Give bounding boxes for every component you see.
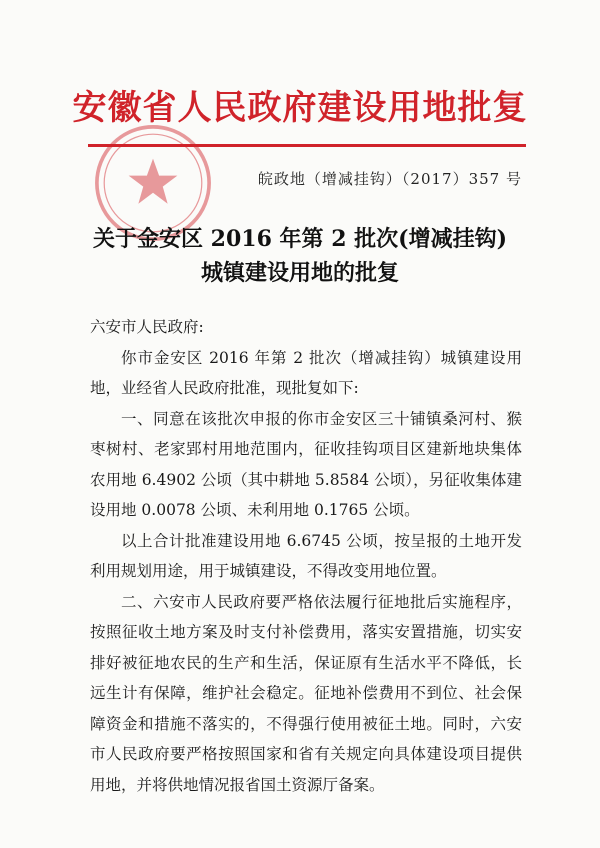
document-header: 安徽省人民政府建设用地批复: [72, 88, 528, 128]
document-title: [0, 222, 600, 290]
paragraph-4: 二、六安市人民政府要严格依法履行征地批后实施程序，按照征收土地方案及时支付补偿费用，落实安置措施，切实安排好被征地农民的生产和生活，保证原有生活水平不降低，长远生计有保障，维护社会稳定。征地补偿费用不到位、社会保障资金和措施不落实的，不得强行使用被征土地。同时，六安市人民政府要严格按照国家和省有关规定向具体建设项目提供用地，并将供地情况报省国土资源厅备案。: [90, 592, 522, 794]
title-line-2: 城镇建设用地的批复: [200, 260, 399, 286]
paragraph-3: 以上合计批准建设用地 6.6745 公顷，按呈报的土地开发利用规划用途，用于城镇建设，不得改变用地位置。: [90, 531, 522, 580]
document-body: [90, 312, 522, 800]
addressee: 六安市人民政府:: [90, 318, 204, 336]
title-line-1: 关于金安区 2016 年第 2 批次(增减挂钩): [93, 226, 507, 252]
document-number: 皖政地（增减挂钩）（2017）357 号: [257, 170, 522, 188]
paragraph-1: 你市金安区 2016 年第 2 批次（增减挂钩）城镇建设用地，业经省人民政府批准，现批复如下:: [90, 348, 522, 397]
paragraph-2: 一、同意在该批次申报的你市金安区三十铺镇桑河村、猴枣树村、老家郢村用地范围内，征收挂钩项目区建新地块集体农用地 6.4902 公顷（其中耕地 5.8584 公顷），另征收集体建设用地 0.0078 公顷、未利用地 0.1765 公顷。: [90, 409, 522, 519]
